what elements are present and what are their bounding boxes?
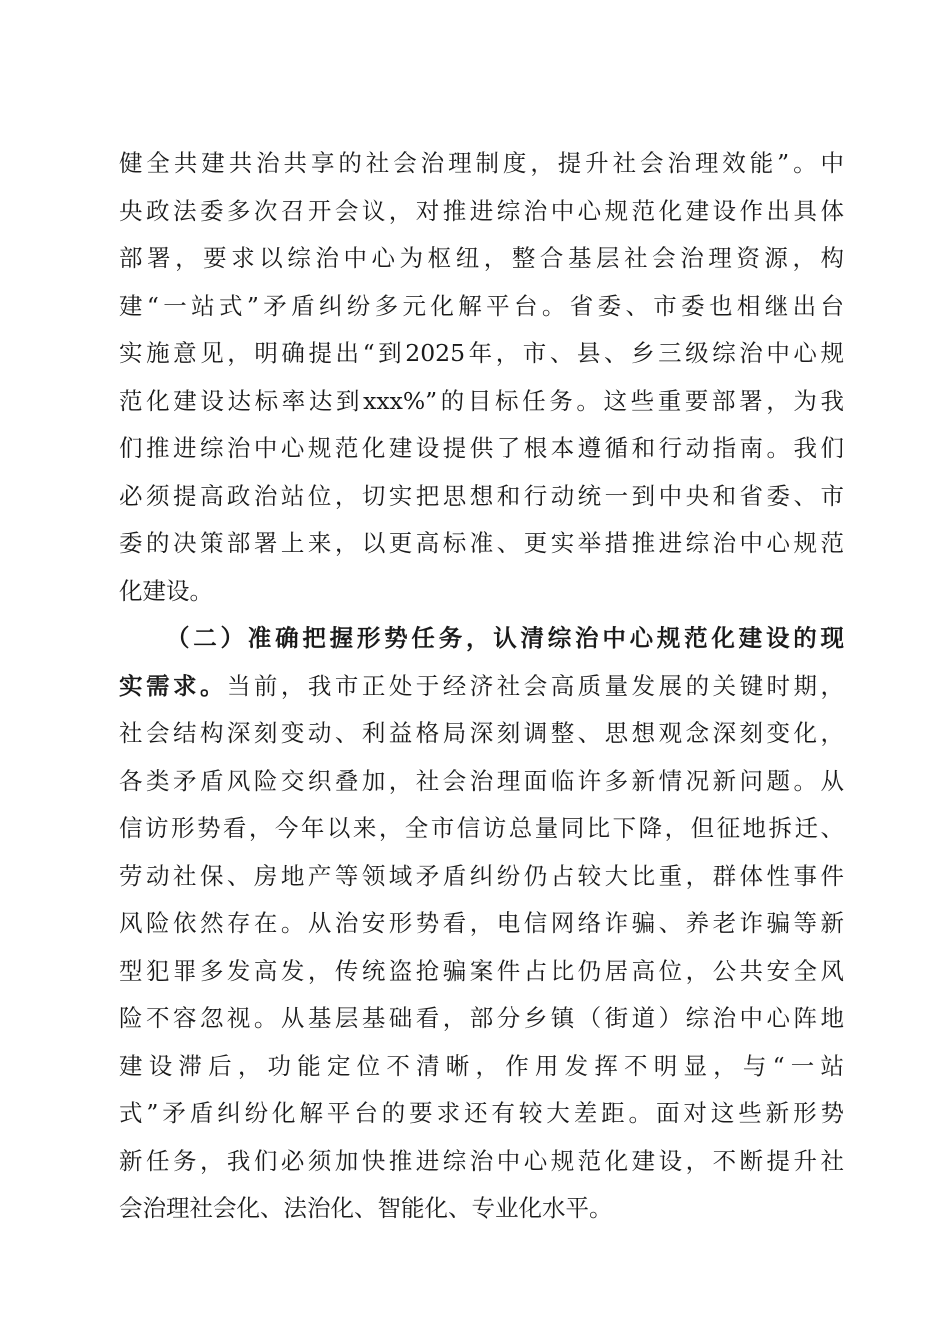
text-line: 部署，要求以综治中心为枢纽，整合基层社会治理资源，构	[119, 244, 844, 272]
section-heading: （二）准确把握形势任务，认清综治中心规范化建设的现	[166, 624, 844, 652]
text-line: 建设滞后，功能定位不清晰，作用发挥不明显，与“一站	[119, 1051, 844, 1080]
body-text	[119, 140, 844, 1233]
text-line: 会治理社会化、法治化、智能化、专业化水平。	[119, 1194, 613, 1222]
text-line: 各类矛盾风险交织叠加，社会治理面临许多新情况新问题。从	[119, 766, 844, 795]
text-line: 险不容忽视。从基层基础看，部分乡镇（街道）综治中心阵地	[119, 1004, 844, 1032]
text-line: 式”矛盾纠纷化解平台的要求还有较大差距。面对这些新形势	[119, 1099, 844, 1127]
text-line: 信访形势看，今年以来，全市信访总量同比下降，但征地拆迁、	[119, 814, 844, 842]
text-line: 劳动社保、房地产等领域矛盾纠纷仍占较大比重，群体性事件	[119, 861, 844, 890]
text-line: 型犯罪多发高发，传统盗抢骗案件占比仍居高位，公共安全风	[119, 956, 844, 985]
text-line: 新任务，我们必须加快推进综治中心规范化建设，不断提升社	[119, 1146, 844, 1175]
text-line: 建“一站式”矛盾纠纷多元化解平台。省委、市委也相继出台	[119, 291, 844, 320]
text-line: 们推进综治中心规范化建设提供了根本遵循和行动指南。我们	[119, 434, 844, 462]
text-line: 央政法委多次召开会议，对推进综治中心规范化建设作出具体	[119, 196, 844, 225]
text-line: 实施意见，明确提出“到2025年，市、县、乡三级综治中心规	[119, 339, 844, 367]
text-line: 社会结构深刻变动、利益格局深刻调整、思想观念深刻变化，	[119, 719, 844, 747]
section-heading-end: 实需求。	[119, 671, 227, 700]
text-line: 范化建设达标率达到xxx%”的目标任务。这些重要部署，为我	[119, 386, 844, 415]
text-line: 委的决策部署上来，以更高标准、更实举措推进综治中心规范	[119, 529, 844, 557]
text-line: 健全共建共治共享的社会治理制度，提升社会治理效能”。中	[119, 149, 844, 177]
text-line	[119, 663, 844, 711]
text-line: 必须提高政治站位，切实把思想和行动统一到中央和省委、市	[119, 481, 844, 510]
text-line: 化建设。	[119, 576, 213, 605]
text-line-rest: 当前，我市正处于经济社会高质量发展的关键时期，	[226, 671, 845, 700]
text-line: 风险依然存在。从治安形势看，电信网络诈骗、养老诈骗等新	[119, 909, 844, 937]
